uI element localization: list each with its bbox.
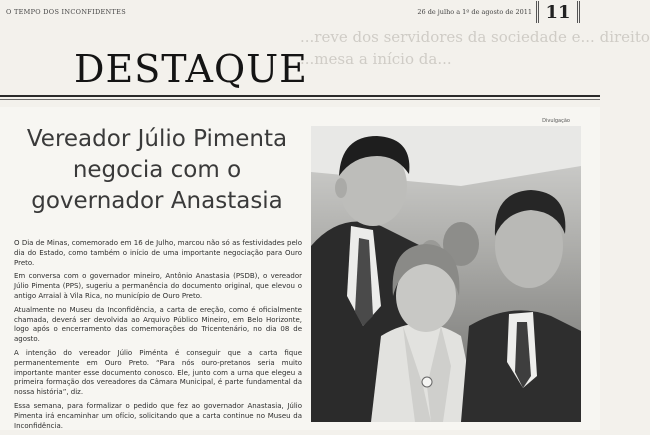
header-bar (0, 0, 600, 24)
show-through-text (300, 26, 650, 96)
article-paragraph: A intenção do vereador Júlio Piménta é conseguir que a carta fique permanentemente em Ouro Preto. “Para nós ouro-pretanos seria muito importante manter esse documento conosco. Ele, junto com a urna que elegeu a primeira formação dos vereadores da Câmara Municipal, é parte fundamental da nossa história”, diz. (14, 348, 302, 397)
newspaper-name: O TEMPO DOS INCONFIDENTES (6, 8, 126, 16)
page-number: 11 (536, 1, 580, 23)
article-headline: Vereador Júlio Pimenta negocia com o governador Anastasia (26, 126, 288, 214)
article-paragraph: O Dia de Minas, comemorado em 16 de Julho, marcou não só as festividades pelo dia do Estado, como também o início de uma importante negociação para Ouro Preto. (14, 239, 302, 267)
section-divider-thin (0, 99, 600, 100)
photo-credit: Divulgação (542, 118, 570, 124)
section-divider (0, 95, 600, 97)
photo-illustration (311, 126, 581, 422)
article-paragraph: Atualmente no Museu da Inconfidência, a carta de ereção, como é oficialmente chamada, deverá ser devolvida ao Arquivo Público Mineiro, em Belo Horizonte, logo após o encerramento das comemorações do Tricentenário, no dia 08 de agosto. (14, 305, 302, 344)
article-paragraph: Essa semana, para formalizar o pedido que fez ao governador Anastasia, Júlio Pimenta irá encaminhar um ofício, solicitando que a carta continue no Museu da Inconfidência. (14, 401, 302, 430)
publication-date: 26 de julho a 1º de agosto de 2011 (417, 8, 532, 16)
article-body (14, 239, 302, 435)
article-photo (311, 126, 581, 422)
section-title: DESTAQUE (74, 47, 308, 91)
show-through-line-1: ...reve dos servidores da sociedade e... direito (300, 28, 650, 46)
article-paragraph: Em conversa com o governador mineiro, Antônio Anastasia (PSDB), o vereador Júlio Pimenta (PPS), sugeriu a permanência do documento original, que elevou o antigo Arraial à Vila Rica, no município de Ouro Preto. (14, 272, 302, 300)
show-through-line-2: ...mesa a início da... (300, 50, 452, 68)
